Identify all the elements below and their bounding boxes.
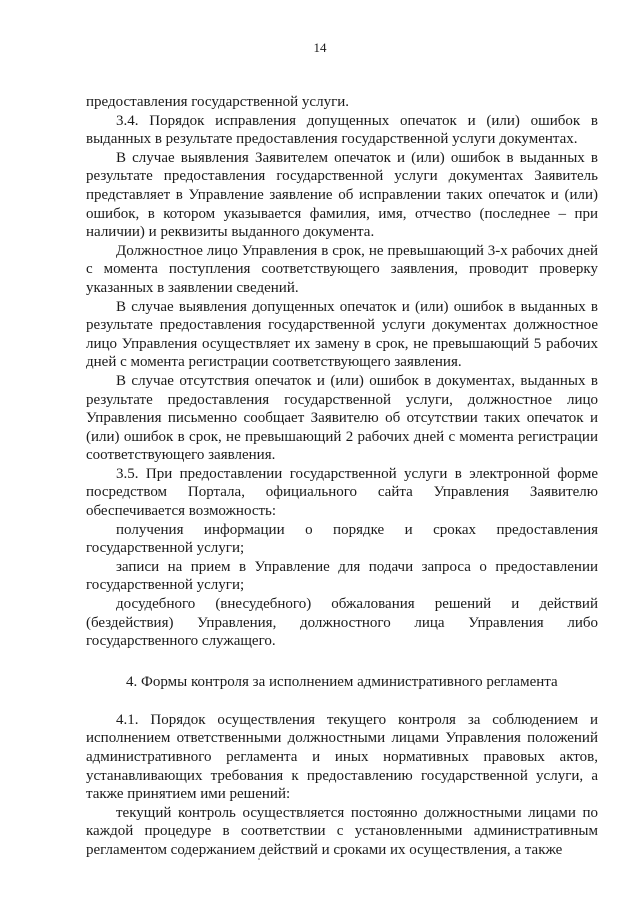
- section-heading: 4. Формы контроля за исполнением административного регламента: [126, 673, 558, 690]
- paragraph: текущий контроль осуществляется постоянно должностными лицами по каждой процедуре в соответствии с установленными административным регламентом содержанием действий и сроками их осуществления, а также: [86, 804, 598, 858]
- paragraph: В случае выявления Заявителем опечаток и (или) ошибок в выданных в результате предоставления государственной услуги документах Заявитель представляет в Управление заявление об исправлении таких опечаток и (или) ошибок, в котором указывается фамилия, имя, отчество (последнее – при наличии) и реквизиты выданного документа.: [86, 149, 598, 241]
- list-item: получения информации о порядке и сроках предоставления государственной услуги;: [86, 521, 598, 557]
- paragraph: В случае отсутствия опечаток и (или) ошибок в документах, выданных в результате предоставления государственной услуги, должностное лицо Управления письменно сообщает Заявителю об отсутствии таких опечаток и (или) ошибок в срок, не превышающий 2 рабочих дней с момента регистрации соответствующего заявления.: [86, 372, 598, 464]
- document-body: [86, 93, 598, 860]
- paragraph-3-5: 3.5. При предоставлении государственной услуги в электронной форме посредством Портала, официального сайта Управления Заявителю обеспечивается возможность:: [86, 465, 598, 520]
- page-number: 14: [313, 40, 327, 55]
- paragraph: Должностное лицо Управления в срок, не превышающий 3-х рабочих дней с момента поступления соответствующего заявления, проводит проверку указанных в заявлении сведений.: [86, 242, 598, 296]
- paragraph-4-1: 4.1. Порядок осуществления текущего контроля за соблюдением и исполнением ответственными должностными лицами Управления положений административного регламента и иных нормативных правовых актов, устанавливающих требования к предоставлению государственной услуги, а также принятием ими решений:: [86, 711, 598, 803]
- paragraph-3-4: 3.4. Порядок исправления допущенных опечаток и (или) ошибок в выданных в результате предоставления государственной услуги документах.: [86, 112, 598, 148]
- list-item: записи на прием в Управление для подачи запроса о предоставлении государственной услуги;: [86, 558, 598, 594]
- list-item: досудебного (внесудебного) обжалования решений и действий (бездействия) Управления, должностного лица Управления либо государственного служащего.: [86, 596, 598, 650]
- section-4: [86, 711, 598, 860]
- paragraph: В случае выявления допущенных опечаток и (или) ошибок в выданных в результате предоставления государственной услуги документах должностное лицо Управления осуществляет их замену в срок, не превышающий 5 рабочих дней с момента регистрации соответствующего заявления.: [86, 298, 598, 371]
- scan-mark: [258, 858, 260, 860]
- section-3-continued: [86, 93, 598, 651]
- paragraph: предоставления государственной услуги.: [86, 94, 350, 110]
